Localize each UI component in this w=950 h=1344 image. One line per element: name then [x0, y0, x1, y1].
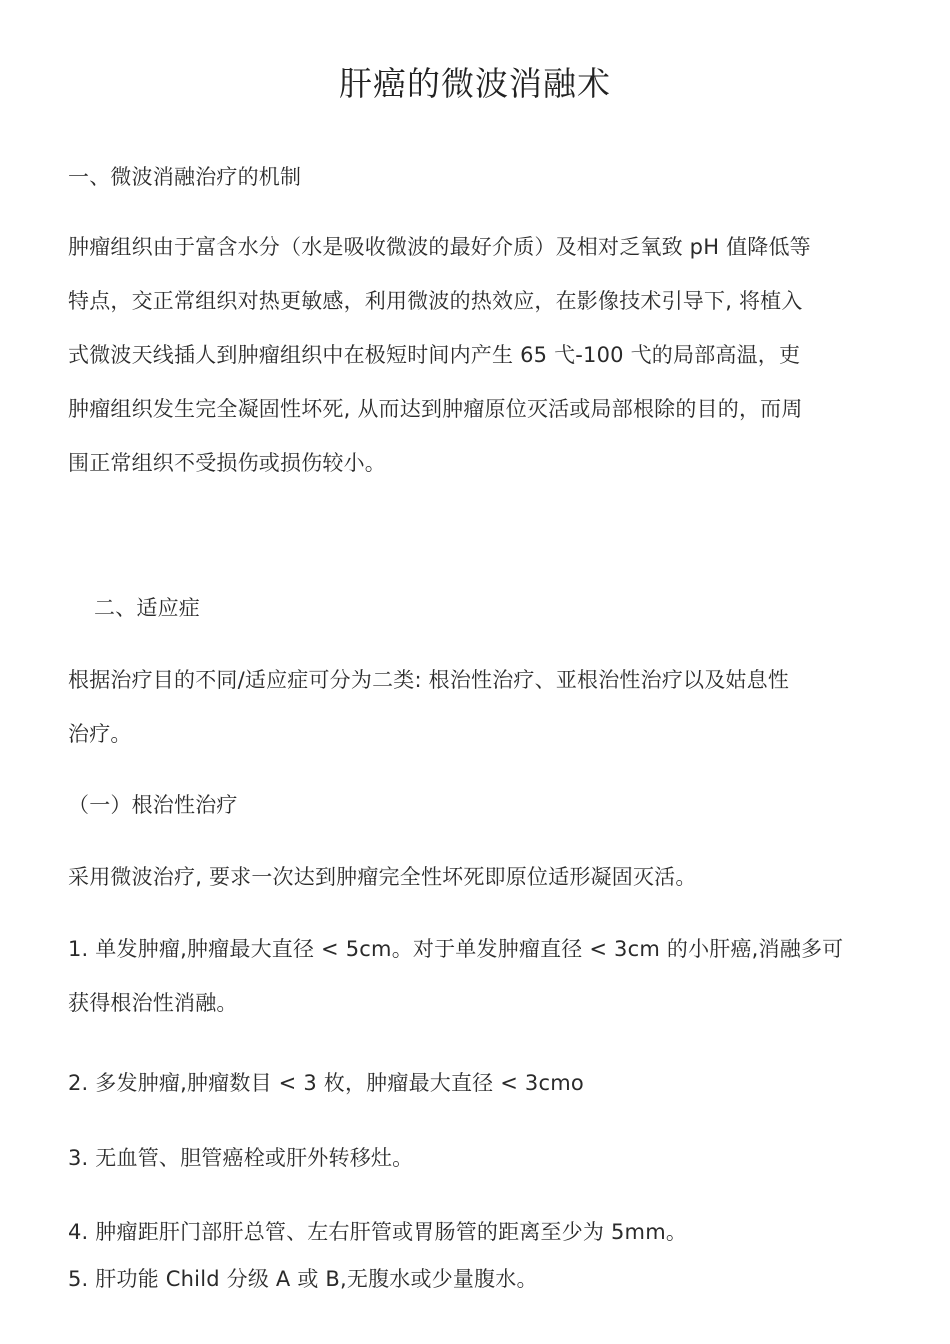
- paragraph-line: 肿瘤组织由于富含水分（水是吸收微波的最好介质）及相对乏氧致 pH 值降低等: [68, 235, 811, 259]
- paragraph-line: 根据治疗目的不同/适应症可分为二类: 根治性治疗、亚根治性治疗以及姑息性: [68, 668, 790, 692]
- paragraph-line: 围正常组织不受损伤或损伤较小。: [68, 451, 386, 475]
- list-item-continuation: 获得根治性消融。: [68, 991, 238, 1015]
- paragraph-line: 式微波天线插人到肿瘤组织中在极短时间内产生 65 弋-100 弋的局部高温，吏: [68, 343, 801, 367]
- list-item: 5. 肝功能 Child 分级 A 或 B,无腹水或少量腹水。: [68, 1267, 538, 1291]
- list-item: 2. 多发肿瘤,肿瘤数目 < 3 枚，肿瘤最大直径 < 3cmo: [68, 1071, 584, 1095]
- document-title: 肝癌的微波消融术: [339, 64, 611, 103]
- subsection-heading-curative: （一）根治性治疗: [68, 793, 238, 817]
- list-item: 1. 单发肿瘤,肿瘤最大直径 < 5cm。对于单发肿瘤直径 < 3cm 的小肝癌,消融多可: [68, 937, 844, 961]
- paragraph-line: 肿瘤组织发生完全凝固性坏死, 从而达到肿瘤原位灭活或局部根除的目的，而周: [68, 397, 803, 421]
- paragraph-line: 采用微波治疗, 要求一次达到肿瘤完全性坏死即原位适形凝固灭活。: [68, 865, 697, 889]
- section-heading-mechanism: 一、微波消融治疗的机制: [68, 165, 302, 189]
- paragraph-line: 特点，交正常组织对热更敏感，利用微波的热效应，在影像技术引导下, 将植入: [68, 289, 803, 313]
- list-item: 3. 无血管、胆管癌栓或肝外转移灶。: [68, 1146, 414, 1170]
- paragraph-line: 治疗。: [68, 722, 132, 746]
- list-item: 4. 肿瘤距肝门部肝总管、左右肝管或胃肠管的距离至少为 5mm。: [68, 1220, 688, 1244]
- section-heading-indications: 二、适应症: [94, 596, 200, 620]
